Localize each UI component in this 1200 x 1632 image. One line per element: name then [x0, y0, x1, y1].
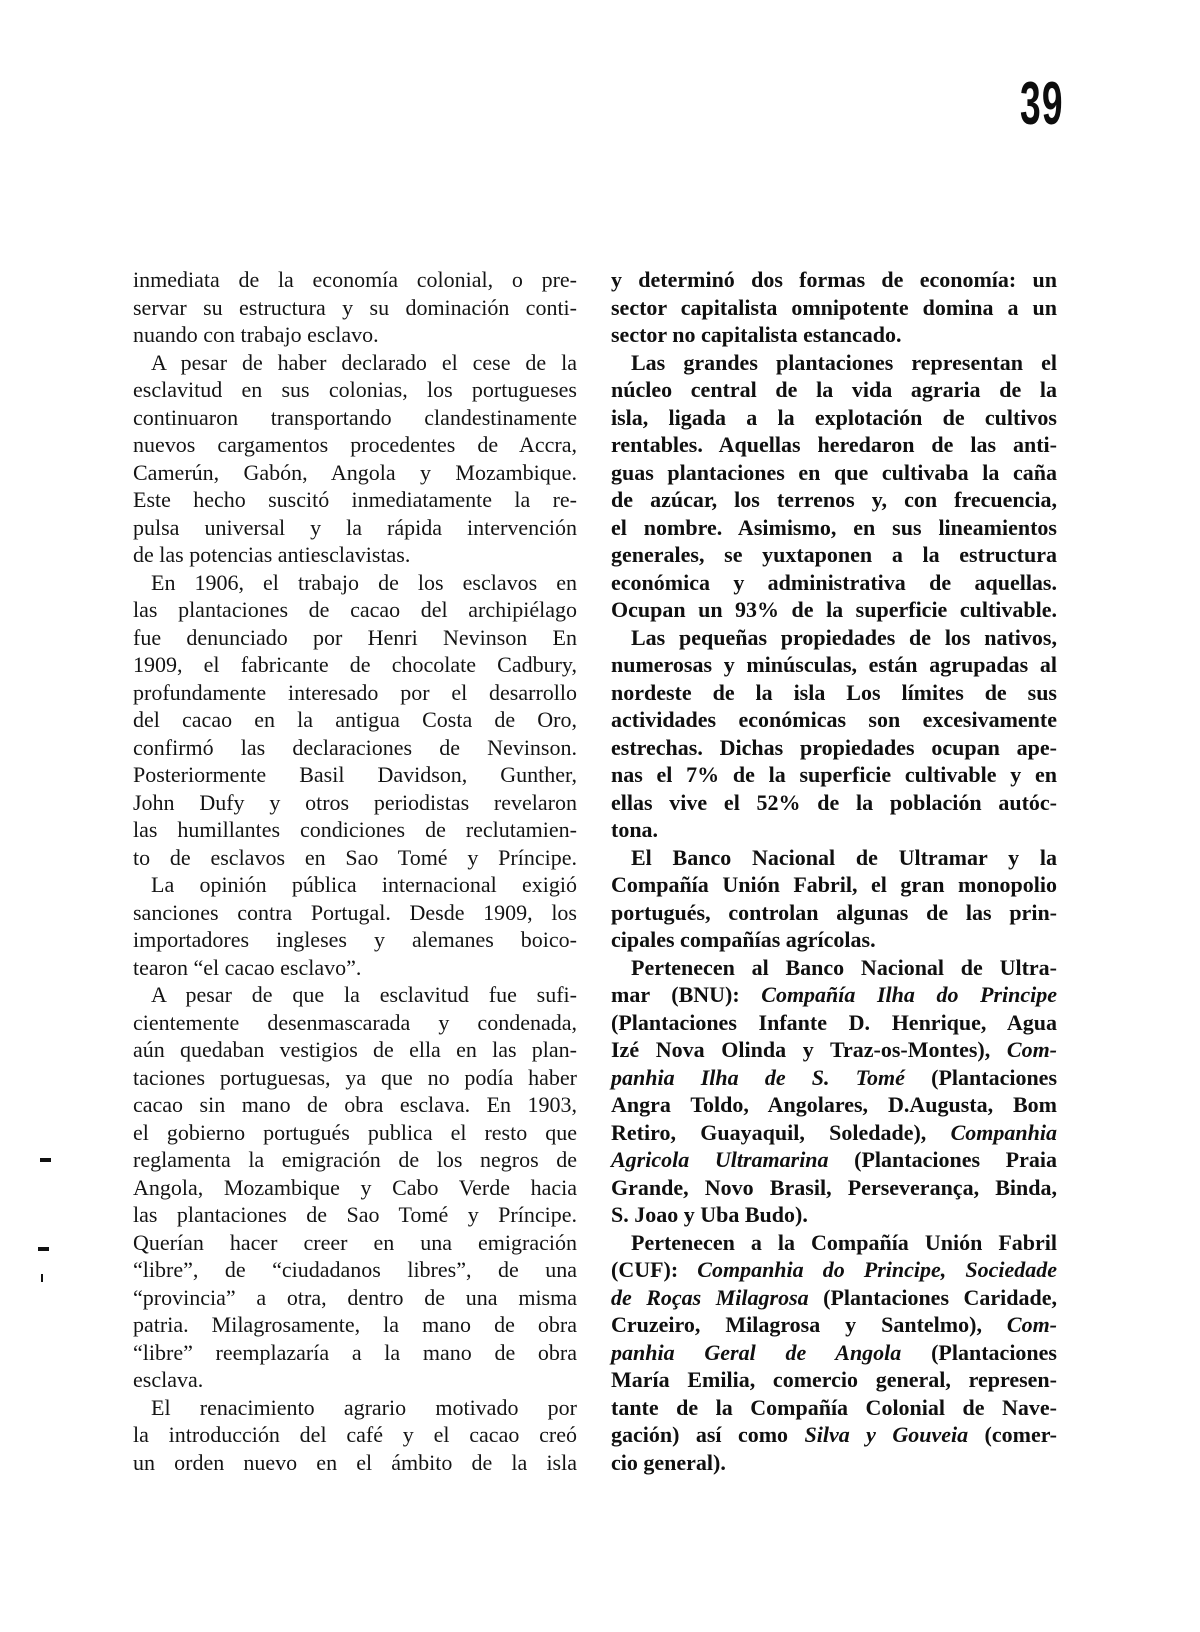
text-line: actividades económicas son excesivamente — [611, 707, 1057, 732]
paragraph — [611, 844, 1057, 954]
text-line: Ocupan un 93% de la superficie cultivable. — [611, 597, 1057, 622]
text-line: Pertenecen al Banco Nacional de Ultra- — [631, 954, 1057, 980]
text-line: Angola, Mozambique y Cabo Verde hacia — [133, 1174, 577, 1200]
text-line: John Dufy y otros periodistas revelaron — [133, 789, 577, 815]
text-line: to de esclavos en Sao Tomé y Príncipe. — [133, 844, 577, 870]
text-line: “libre” reemplazaría a la mano de obra — [133, 1339, 577, 1365]
text-line — [611, 1284, 1057, 1312]
company-name-italic: Compañía Ilha do Principe — [761, 982, 1057, 1007]
text-line: nuevos cargamentos procedentes de Accra, — [133, 432, 577, 457]
company-name-italic: Agricola Ultramarina — [611, 1147, 829, 1172]
text-line: núcleo central de la vida agraria de la — [611, 377, 1057, 402]
text-line: continuaron transportando clandestinamente — [133, 404, 577, 430]
text-line: guas plantaciones en que cultivaba la caña — [611, 459, 1057, 485]
text-line: aún quedaban vestigios de ella en las plan- — [133, 1037, 577, 1062]
text-line: sector capitalista omnipotente domina a un — [611, 294, 1057, 320]
text-line — [611, 1036, 1057, 1064]
text-line: patria. Milagrosamente, la mano de obra — [133, 1312, 577, 1337]
text-line: Este hecho suscitó inmediatamente la re- — [133, 487, 577, 512]
text-line: y determinó dos formas de economía: un — [611, 267, 1057, 292]
page-number: 39 — [1020, 70, 1064, 137]
text-line: el gobierno portugués publica el resto que — [133, 1119, 577, 1145]
paragraph — [133, 981, 577, 1394]
text-segment: Cruzeiro, Milagrosa y Santelmo), — [611, 1312, 982, 1337]
text-line: reglamenta la emigración de los negros de — [133, 1147, 577, 1172]
text-line: confirmó las declaraciones de Nevinson. — [133, 734, 577, 760]
text-line: tearon “el cacao esclavo”. — [133, 954, 362, 980]
text-line — [611, 1064, 1057, 1092]
text-line: A pesar de haber declarado el cese de la — [151, 349, 577, 375]
text-line: las plantaciones de cacao del archipiélago — [133, 597, 577, 622]
paragraph — [133, 569, 577, 872]
text-line: Grande, Novo Brasil, Perseverança, Binda, — [611, 1174, 1057, 1200]
text-line: Compañía Unión Fabril, el gran monopolio — [611, 872, 1057, 897]
text-line: generales, se yuxtaponen a la estructura — [611, 542, 1057, 567]
text-line — [611, 981, 1057, 1009]
text-line — [611, 1311, 1057, 1339]
text-segment: mar (BNU): — [611, 982, 740, 1007]
paragraph — [133, 266, 577, 349]
company-name-italic: Com- — [1006, 1312, 1058, 1337]
text-line: 1909, el fabricante de chocolate Cadbury, — [133, 652, 577, 677]
text-line: importadores ingleses y alemanes boico- — [133, 927, 577, 952]
text-line: Las pequeñas propiedades de los nativos, — [631, 624, 1057, 650]
margin-mark — [41, 1274, 43, 1282]
text-segment: (comer- — [984, 1422, 1058, 1447]
text-line: Las grandes plantaciones representan el — [631, 349, 1057, 375]
company-name-italic: panhia Geral de Angola — [611, 1339, 902, 1365]
text-line: La opinión pública internacional exigió — [151, 872, 577, 897]
text-line: nas el 7% de la superficie cultivable y en — [611, 762, 1057, 787]
text-segment: (Plantaciones Praia — [854, 1147, 1057, 1172]
text-line: las humillantes condiciones de reclutamien- — [133, 817, 577, 842]
text-line: fue denunciado por Henri Nevinson En — [133, 624, 577, 650]
text-line: Camerún, Gabón, Angola y Mozambique. — [133, 459, 577, 485]
right-column — [611, 266, 1057, 1476]
text-line: cientemente desenmascarada y condenada, — [133, 1009, 577, 1035]
text-line: portugués, controlan algunas de las prin- — [611, 899, 1057, 925]
text-line: S. Joao y Uba Budo). — [611, 1202, 808, 1227]
text-segment: Izé Nova Olinda y Traz-os-Montes), — [611, 1037, 991, 1062]
left-column — [133, 266, 577, 1476]
text-line: servar su estructura y su dominación conti- — [133, 294, 577, 320]
paragraph — [611, 349, 1057, 624]
text-line: cipales compañías agrícolas. — [611, 927, 876, 952]
text-line — [611, 1421, 1057, 1449]
text-line: profundamente interesado por el desarrollo — [133, 679, 577, 705]
company-name-italic: Silva y Gouveia — [804, 1422, 969, 1447]
text-line: isla, ligada a la explotación de cultivos — [611, 404, 1057, 430]
paragraph — [133, 349, 577, 569]
text-line: el nombre. Asimismo, en sus lineamientos — [611, 514, 1057, 540]
margin-mark — [40, 1158, 51, 1162]
text-line: Querían hacer creer en una emigración — [133, 1229, 577, 1255]
text-line: rentables. Aquellas heredaron de las anti- — [611, 432, 1057, 457]
margin-mark — [38, 1247, 49, 1251]
text-line: inmediata de la economía colonial, o pre- — [133, 267, 577, 292]
text-line: “provincia” a otra, dentro de una misma — [133, 1284, 577, 1310]
text-line: sector no capitalista estancado. — [611, 322, 902, 347]
text-segment: (Plantaciones Caridade, — [823, 1284, 1057, 1310]
text-line: Angra Toldo, Angolares, D.Augusta, Bom — [611, 1092, 1057, 1117]
text-line: “libre”, de “ciudadanos libres”, de una — [133, 1257, 577, 1282]
text-line: taciones portuguesas, ya que no podía haber — [133, 1064, 577, 1090]
text-line: María Emilia, comercio general, represen- — [611, 1367, 1057, 1392]
paragraph — [133, 871, 577, 981]
text-line: sanciones contra Portugal. Desde 1909, los — [133, 899, 577, 925]
company-name-italic: Com- — [1006, 1037, 1058, 1062]
text-line: numerosas y minúsculas, están agrupadas al — [611, 652, 1057, 677]
paragraph — [611, 624, 1057, 844]
paragraph — [133, 1394, 577, 1477]
company-name-italic: Companhia do Principe, Sociedade — [697, 1257, 1058, 1282]
text-line: un orden nuevo en el ámbito de la isla — [133, 1449, 577, 1475]
text-line: A pesar de que la esclavitud fue sufi- — [151, 982, 577, 1007]
text-line — [611, 1119, 1057, 1147]
text-line: del cacao en la antigua Costa de Oro, — [133, 707, 577, 732]
text-line: Posteriormente Basil Davidson, Gunther, — [133, 762, 577, 787]
paragraph — [611, 1229, 1057, 1477]
text-segment: (Plantaciones — [931, 1339, 1057, 1365]
text-line: tona. — [611, 817, 659, 842]
paragraph — [611, 266, 1057, 349]
text-line: las plantaciones de Sao Tomé y Príncipe. — [133, 1202, 577, 1227]
text-line — [611, 1146, 1057, 1174]
text-line: esclavitud en sus colonias, los portugueses — [133, 377, 577, 402]
text-line: nuando con trabajo esclavo. — [133, 322, 379, 347]
text-line: estrechas. Dichas propiedades ocupan ape- — [611, 734, 1057, 760]
text-line: esclava. — [133, 1367, 204, 1392]
text-line: económica y administrativa de aquellas. — [611, 569, 1057, 595]
text-segment: (CUF): — [611, 1257, 679, 1282]
text-line: cio general). — [611, 1449, 726, 1475]
text-line: El Banco Nacional de Ultramar y la — [631, 844, 1057, 870]
company-name-italic: panhia Ilha de S. Tomé — [611, 1064, 905, 1090]
text-line: de azúcar, los terrenos y, con frecuencia, — [611, 487, 1057, 512]
text-line: pulsa universal y la rápida intervención — [133, 514, 577, 540]
company-name-italic: Companhia — [950, 1119, 1057, 1145]
text-line: la introducción del café y el cacao creó — [133, 1422, 577, 1447]
text-line: de las potencias antiesclavistas. — [133, 542, 411, 567]
company-name-italic: de Roças Milagrosa — [611, 1284, 809, 1310]
text-line: ellas vive el 52% de la población autóc- — [611, 789, 1057, 815]
text-line: En 1906, el trabajo de los esclavos en — [151, 569, 577, 595]
text-line: El renacimiento agrario motivado por — [151, 1394, 577, 1420]
text-segment: (Plantaciones — [931, 1064, 1058, 1090]
text-line: Pertenecen a la Compañía Unión Fabril — [631, 1229, 1057, 1255]
text-line: tante de la Compañía Colonial de Nave- — [611, 1394, 1057, 1420]
text-line: cacao sin mano de obra esclava. En 1903, — [133, 1092, 577, 1117]
text-segment: gación) así como — [611, 1422, 789, 1447]
paragraph — [611, 954, 1057, 1229]
text-segment: Retiro, Guayaquil, Soledade), — [611, 1119, 927, 1145]
text-line: nordeste de la isla Los límites de sus — [611, 679, 1057, 705]
text-line: (Plantaciones Infante D. Henrique, Agua — [611, 1009, 1057, 1035]
text-line — [611, 1339, 1057, 1367]
text-line — [611, 1256, 1057, 1284]
